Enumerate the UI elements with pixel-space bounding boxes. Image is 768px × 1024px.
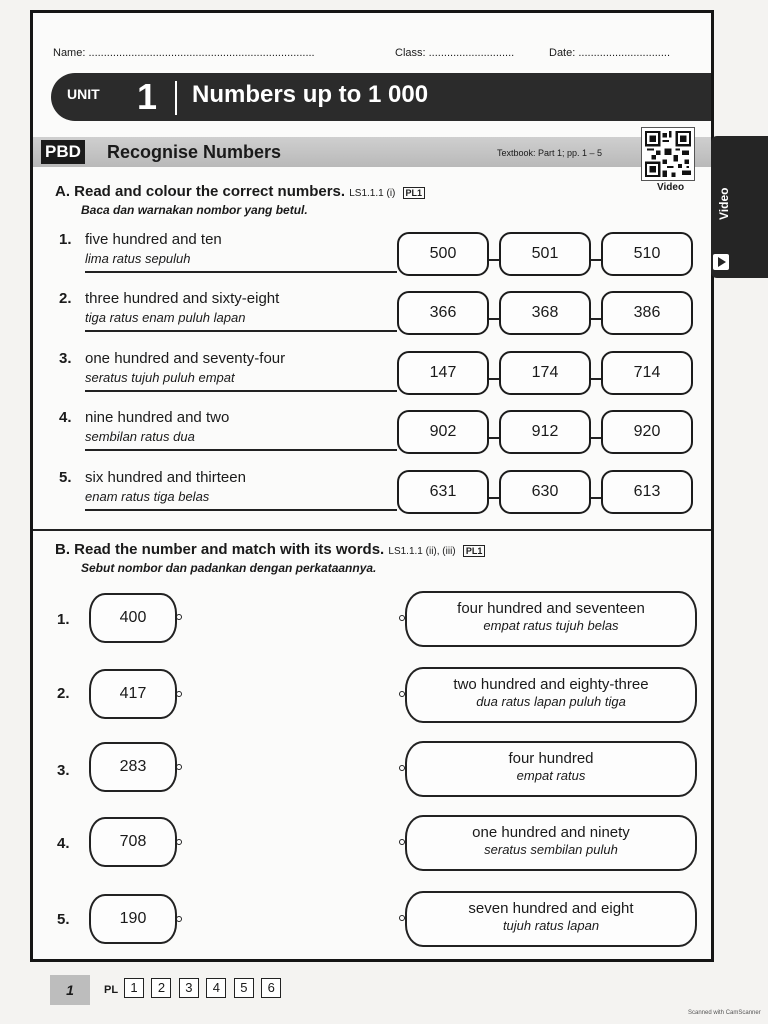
section-b-standard: LS1.1.1 (ii), (iii) bbox=[388, 546, 456, 557]
section-a-title: A. Read and colour the correct numbers. LS1.1.1 (i) PL1 bbox=[55, 183, 425, 200]
pl-level-box[interactable]: 3 bbox=[179, 978, 199, 998]
question-row bbox=[33, 467, 717, 523]
match-number: 2. bbox=[57, 685, 70, 702]
unit-title: Numbers up to 1 000 bbox=[192, 81, 429, 108]
lesson-title: Recognise Numbers bbox=[107, 142, 282, 162]
pbd-header bbox=[33, 137, 711, 167]
unit-separator bbox=[175, 81, 177, 115]
section-b-pl-badge: PL1 bbox=[463, 545, 486, 557]
answer-option[interactable]: 902 bbox=[397, 410, 489, 454]
match-dot[interactable] bbox=[176, 839, 182, 845]
answer-option[interactable]: 714 bbox=[601, 351, 693, 395]
question-underline bbox=[85, 509, 397, 511]
side-tab-label: Video bbox=[717, 187, 731, 220]
pl-level-boxes bbox=[124, 978, 284, 998]
qr-code-icon[interactable] bbox=[641, 127, 695, 181]
match-words-cloud[interactable] bbox=[405, 741, 697, 797]
answer-option[interactable]: 366 bbox=[397, 291, 489, 335]
match-dot[interactable] bbox=[176, 691, 182, 697]
question-words-my: enam ratus tiga belas bbox=[85, 489, 210, 504]
match-words-en: seven hundred and eight bbox=[468, 900, 634, 917]
answer-option[interactable]: 631 bbox=[397, 470, 489, 514]
question-words-my: tiga ratus enam puluh lapan bbox=[85, 310, 246, 325]
pl-level-box[interactable]: 1 bbox=[124, 978, 144, 998]
pbd-badge: PBD bbox=[41, 140, 85, 164]
question-number: 3. bbox=[59, 350, 72, 367]
page-number: 1 bbox=[50, 975, 90, 1005]
pl-level-box[interactable]: 5 bbox=[234, 978, 254, 998]
match-words-en: one hundred and ninety bbox=[472, 824, 630, 841]
unit-number: 1 bbox=[137, 76, 158, 117]
question-number: 1. bbox=[59, 231, 72, 248]
worksheet-page bbox=[30, 10, 714, 962]
name-field[interactable]: Name: .......................................................................... bbox=[53, 47, 315, 59]
answer-option[interactable]: 912 bbox=[499, 410, 591, 454]
match-number: 1. bbox=[57, 611, 70, 628]
answer-option[interactable]: 510 bbox=[601, 232, 693, 276]
unit-label: UNIT bbox=[67, 86, 100, 102]
question-number: 5. bbox=[59, 469, 72, 486]
pl-label: PL bbox=[104, 984, 119, 996]
question-words-my: lima ratus sepuluh bbox=[85, 251, 191, 266]
pl-level-box[interactable]: 2 bbox=[151, 978, 171, 998]
class-field[interactable]: Class: ............................ bbox=[395, 47, 515, 59]
match-words-my: tujuh ratus lapan bbox=[502, 918, 600, 933]
question-underline bbox=[85, 449, 397, 451]
date-field[interactable]: Date: .............................. bbox=[549, 47, 671, 59]
question-underline bbox=[85, 390, 397, 392]
pl-level-box[interactable]: 4 bbox=[206, 978, 226, 998]
answer-option[interactable]: 630 bbox=[499, 470, 591, 514]
question-words-my: sembilan ratus dua bbox=[85, 429, 195, 444]
match-words-my: empat ratus tujuh belas bbox=[483, 618, 619, 633]
match-number-cloud[interactable]: 400 bbox=[89, 593, 177, 643]
question-underline bbox=[85, 330, 397, 332]
match-number: 4. bbox=[57, 835, 70, 852]
answer-option[interactable]: 920 bbox=[601, 410, 693, 454]
match-dot[interactable] bbox=[176, 614, 182, 620]
match-words-en: four hundred bbox=[508, 750, 594, 767]
match-number-cloud[interactable]: 283 bbox=[89, 742, 177, 792]
match-words-cloud[interactable] bbox=[405, 815, 697, 871]
question-words-en: six hundred and thirteen bbox=[85, 469, 246, 486]
question-row bbox=[33, 288, 717, 344]
question-underline bbox=[85, 271, 397, 273]
match-number-cloud[interactable]: 190 bbox=[89, 894, 177, 944]
answer-option[interactable]: 500 bbox=[397, 232, 489, 276]
section-b-subtitle: Sebut nombor dan padankan dengan perkataannya. bbox=[81, 561, 377, 575]
question-words-en: five hundred and ten bbox=[85, 231, 222, 248]
match-number: 3. bbox=[57, 762, 70, 779]
answer-option[interactable]: 147 bbox=[397, 351, 489, 395]
match-number-cloud[interactable]: 417 bbox=[89, 669, 177, 719]
video-side-tab[interactable] bbox=[711, 136, 768, 278]
question-words-en: three hundred and sixty-eight bbox=[85, 290, 280, 307]
section-a-pl-badge: PL1 bbox=[403, 187, 426, 199]
unit-banner bbox=[51, 73, 711, 121]
match-words-cloud[interactable] bbox=[405, 667, 697, 723]
match-words-cloud[interactable] bbox=[405, 891, 697, 947]
match-words-en: four hundred and seventeen bbox=[457, 600, 645, 617]
question-words-my: seratus tujuh puluh empat bbox=[85, 370, 235, 385]
question-row bbox=[33, 348, 717, 404]
match-dot[interactable] bbox=[176, 916, 182, 922]
scanner-watermark: Scanned with CamScanner bbox=[688, 1010, 761, 1016]
section-a-standard: LS1.1.1 (i) bbox=[349, 188, 396, 199]
answer-option[interactable]: 174 bbox=[499, 351, 591, 395]
answer-option[interactable]: 501 bbox=[499, 232, 591, 276]
match-words-my: empat ratus bbox=[516, 768, 586, 783]
pl-level-box[interactable]: 6 bbox=[261, 978, 281, 998]
question-row bbox=[33, 229, 717, 285]
match-words-my: seratus sembilan puluh bbox=[484, 842, 618, 857]
textbook-reference: Textbook: Part 1; pp. 1 – 5 bbox=[497, 148, 603, 158]
section-a-subtitle: Baca dan warnakan nombor yang betul. bbox=[81, 203, 308, 217]
match-number-cloud[interactable]: 708 bbox=[89, 817, 177, 867]
match-dot[interactable] bbox=[176, 764, 182, 770]
question-number: 2. bbox=[59, 290, 72, 307]
section-b-title: B. Read the number and match with its words. LS1.1.1 (ii), (iii) PL1 bbox=[55, 541, 485, 558]
question-row bbox=[33, 407, 717, 463]
section-divider bbox=[33, 529, 711, 531]
question-words-en: nine hundred and two bbox=[85, 409, 230, 426]
match-words-cloud[interactable] bbox=[405, 591, 697, 647]
match-number: 5. bbox=[57, 911, 70, 928]
answer-option[interactable]: 368 bbox=[499, 291, 591, 335]
match-words-my: dua ratus lapan puluh tiga bbox=[476, 694, 626, 709]
question-number: 4. bbox=[59, 409, 72, 426]
answer-option[interactable]: 386 bbox=[601, 291, 693, 335]
video-caption: Video bbox=[657, 182, 685, 193]
question-words-en: one hundred and seventy-four bbox=[85, 350, 286, 367]
play-icon[interactable] bbox=[713, 254, 729, 270]
match-words-en: two hundred and eighty-three bbox=[453, 676, 649, 693]
answer-option[interactable]: 613 bbox=[601, 470, 693, 514]
